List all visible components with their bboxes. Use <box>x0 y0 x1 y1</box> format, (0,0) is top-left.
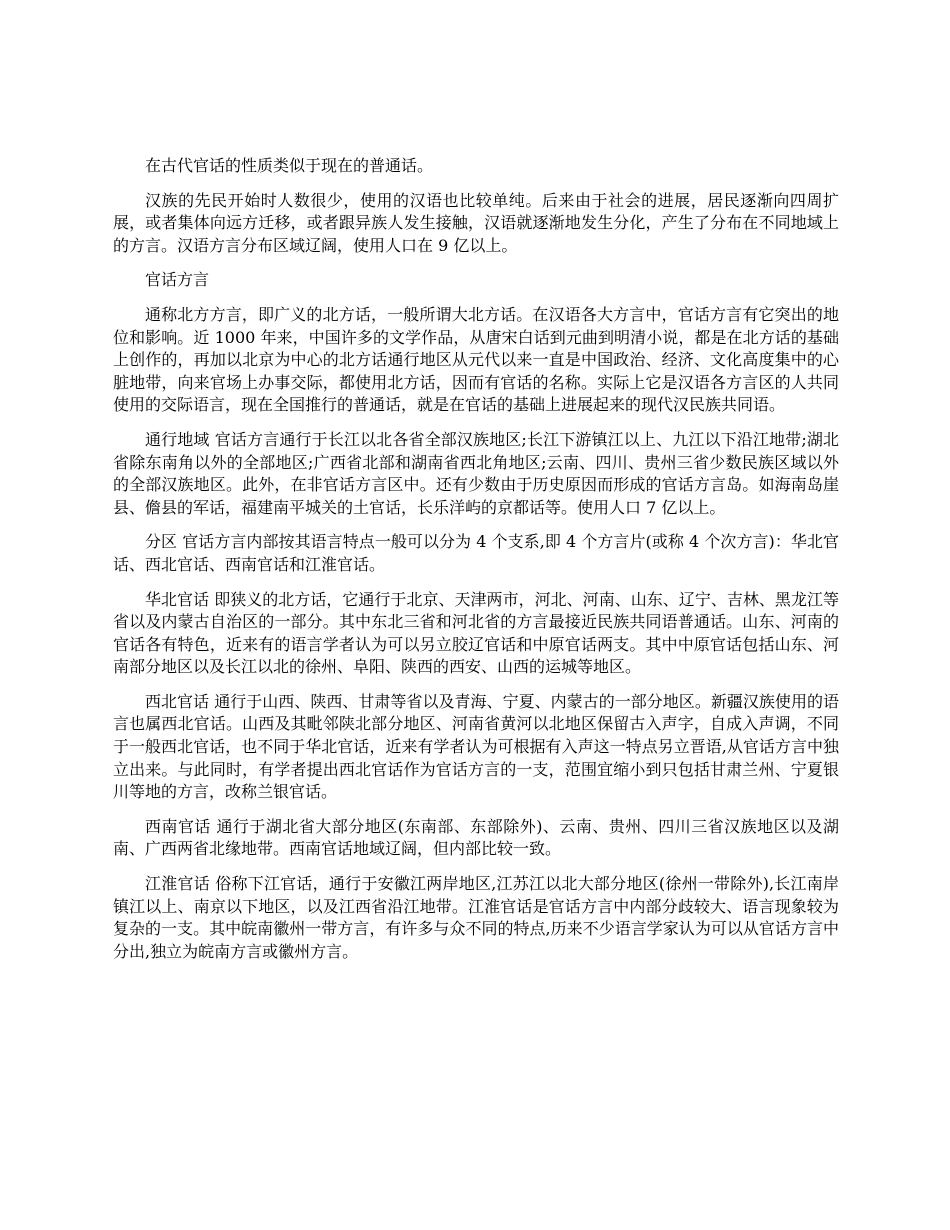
paragraph-southwest-mandarin: 西南官话 通行于湖北省大部分地区(东南部、东部除外)、云南、贵州、四川三省汉族地区以及湖南、广西两省北缘地带。西南官话地域辽阔，但内部比较一致。 <box>113 816 839 859</box>
paragraph-han-origin: 汉族的先民开始时人数很少，使用的汉语也比较单纯。后来由于社会的进展，居民逐渐向四周扩展，或者集体向远方迁移，或者跟异族人发生接触，汉语就逐渐地发生分化，产生了分布在不同地域上的方言。汉语方言分布区域辽阔，使用人口在 9 亿以上。 <box>113 190 839 255</box>
paragraph-north-mandarin: 华北官话 即狭义的北方话，它通行于北京、天津两市，河北、河南、山东、辽宁、吉林、黑龙江等省以及内蒙古自治区的一部分。其中东北三省和河北省的方言最接近民族共同语普通话。山东、河南的官话各有特色，近来有的语言学者认为可以另立胶辽官话和中原官话两支。其中中原官话包括山东、河南部分地区以及长江以北的徐州、阜阳、陕西的西安、山西的运城等地区。 <box>113 589 839 677</box>
document-page <box>113 155 839 975</box>
section-heading-mandarin: 官话方言 <box>145 270 210 290</box>
paragraph-intro: 在古代官话的性质类似于现在的普通话。 <box>145 156 434 175</box>
paragraph-northwest-mandarin: 西北官话 通行于山西、陕西、甘肃等省以及青海、宁夏、内蒙古的一部分地区。新疆汉族使用的语言也属西北官话。山西及其毗邻陕北部分地区、河南省黄河以北地区保留古入声字，自成入声调，不同于一般西北官话，也不同于华北官话，近来有学者认为可根据有入声这一特点另立晋语,从官话方言中独立出来。与此同时，有学者提出西北官话作为官话方言的一支，范围宜缩小到只包括甘肃兰州、宁夏银川等地的方言，改称兰银官话。 <box>113 691 839 802</box>
paragraph-jianghuai-mandarin: 江淮官话 俗称下江官话，通行于安徽江两岸地区,江苏江以北大部分地区(徐州一带除外),长江南岸镇江以上、南京以下地区，以及江西省沿江地带。江淮官话是官话方言中内部分歧较大、语言现象较为复杂的一支。其中皖南徽州一带方言，有许多与众不同的特点,历来不少语言学家认为可以从官话方言中分出,独立为皖南方言或徽州方言。 <box>113 874 839 961</box>
paragraph-subdivision: 分区 官话方言内部按其语言特点一般可以分为 4 个支系,即 4 个方言片(或称 4 个次方言)：华北官话、西北官话、西南官话和江淮官话。 <box>113 532 839 574</box>
paragraph-distribution: 通行地域 官话方言通行于长江以北各省全部汉族地区;长江下游镇江以上、九江以下沿江地带;湖北省除东南角以外的全部地区;广西省北部和湖南省西北角地区;云南、四川、贵州三省少数民族区域以外的全部汉族地区。此外，在非官话方言区中。还有少数由于历史原因而形成的官话方言岛。如海南岛崖县、儋县的军话，福建南平城关的土官话，长乐洋屿的京都话等。使用人口 7 亿以上。 <box>113 429 839 517</box>
paragraph-mandarin-overview: 通称北方方言，即广义的北方话，一般所谓大北方话。在汉语各大方言中，官话方言有它突出的地位和影响。近 1000 年来，中国许多的文学作品，从唐宋白话到元曲到明清小说，都是在北方话的基础上创作的，再加以北京为中心的北方话通行地区从元代以来一直是中国政治、经济、文化高度集中的心脏地带，向来官场上办事交际，都使用北方话，因而有官话的名称。实际上它是汉语各方言区的人共同使用的交际语言，现在全国推行的普通话，就是在官话的基础上进展起来的现代汉民族共同语。 <box>113 304 839 415</box>
